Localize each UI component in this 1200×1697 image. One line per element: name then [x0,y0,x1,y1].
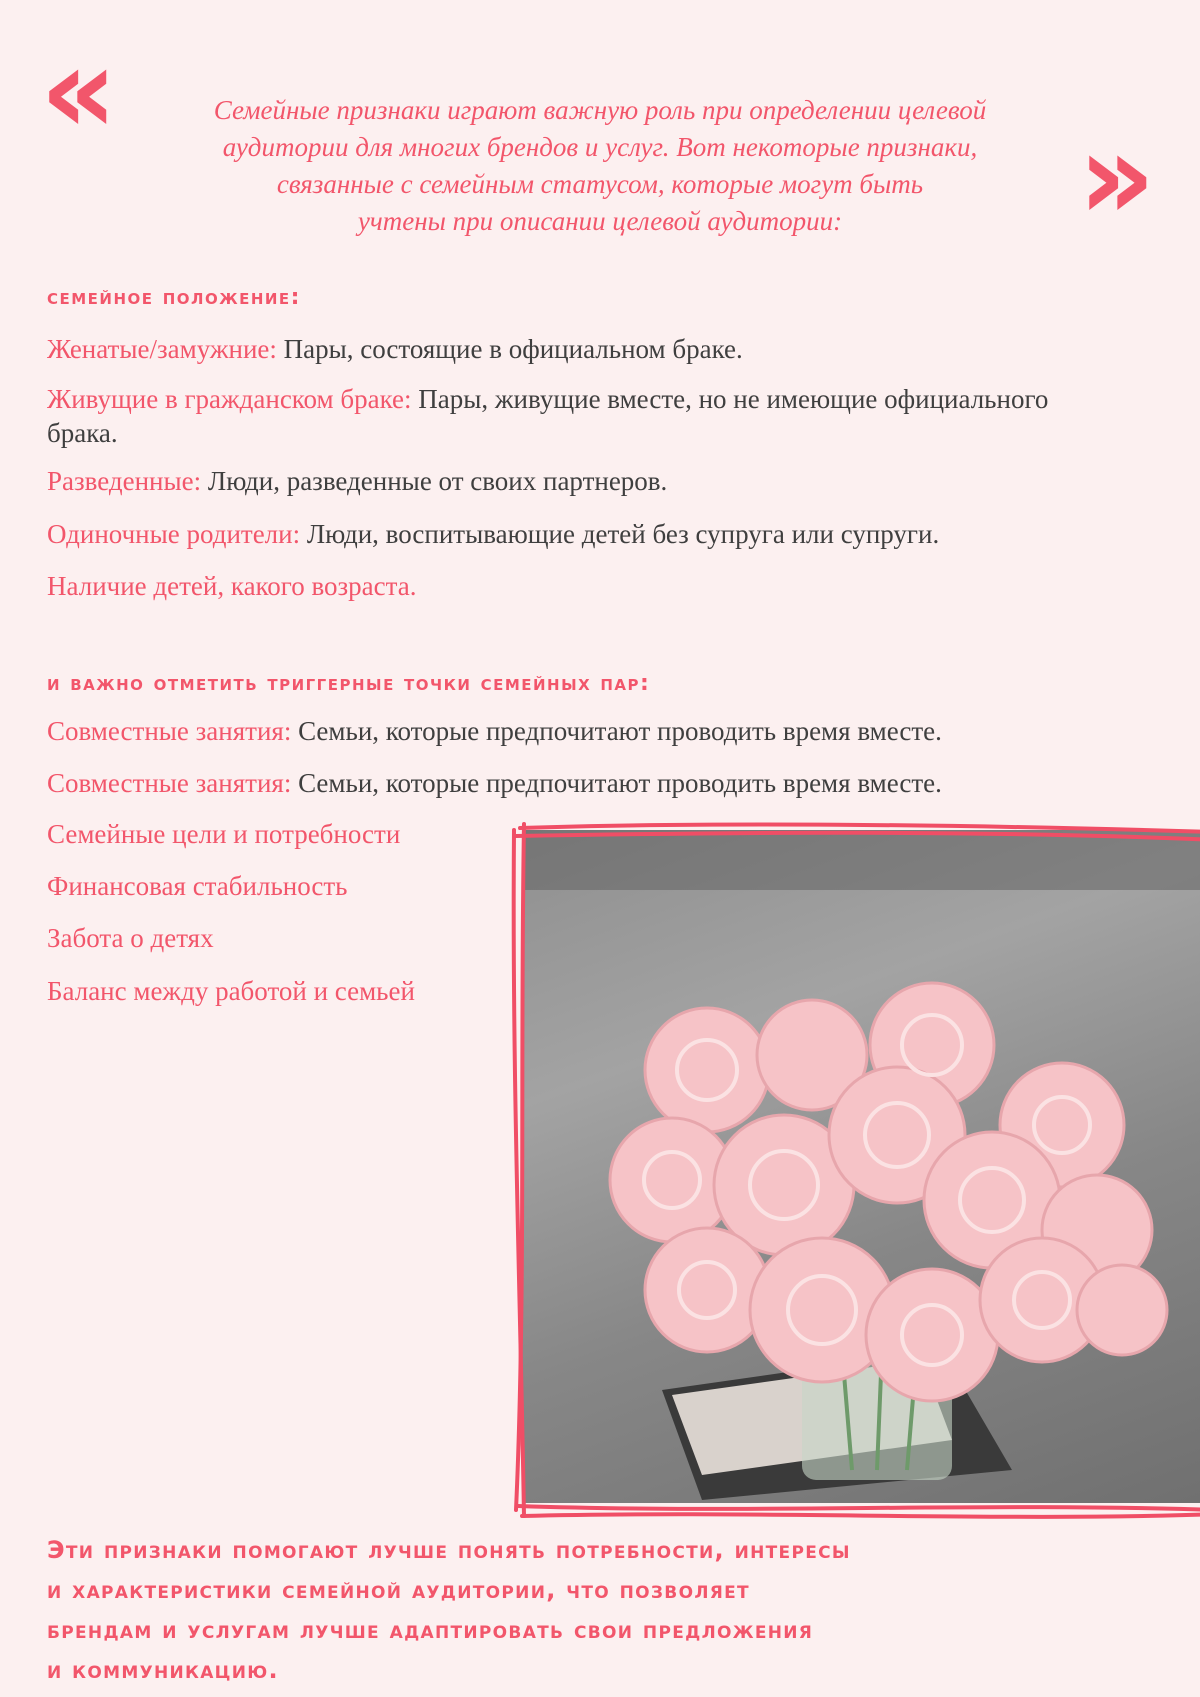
item-key: Женатые/замужние: [47,334,277,364]
scribble-frame [502,810,1200,1523]
list-item [47,766,1127,800]
list-item [47,464,1127,498]
list-item: Забота о детях [47,923,214,953]
item-value: Пары, состоящие в официальном браке. [276,334,743,364]
section-heading-triggers: и важно отметить триггерные точки семейных пар: [47,671,651,696]
intro-line: учтены при описании целевой аудитории: [357,206,843,236]
item-value: Люди, воспитывающие детей без супруга или супруги. [300,519,940,549]
list-item: Семейные цели и потребности [47,819,401,849]
footer-line: брендам и услугам лучше адаптировать свои предложения [47,1616,814,1644]
item-value: Семьи, которые предпочитают проводить время вместе. [291,768,942,798]
item-key: Одиночные родители: [47,519,301,549]
intro-line: аудитории для многих брендов и услуг. Вот некоторые признаки, [222,132,978,162]
intro-line: Семейные признаки играют важную роль при определении целевой [213,95,987,125]
photo-frame [522,830,1200,1503]
item-value: Семьи, которые предпочитают проводить время вместе. [291,716,942,746]
footer-summary [47,1530,1157,1690]
list-item: Баланс между работой и семьей [47,976,415,1006]
list-item: Финансовая стабильность [47,871,348,901]
section-heading-family-status: семейное положение: [47,285,301,310]
list-item [47,382,1067,450]
list-item [47,332,1127,366]
intro-line: связанные с семейным статусом, которые могут быть [276,169,924,199]
item-value: Пары, живущие вместе, но не имеющие официального брака. [47,384,1049,448]
list-item [47,569,1127,603]
item-key: Совместные занятия: [47,716,292,746]
closing-quote-mark: » [1078,108,1156,247]
footer-line: Эти признаки помогают лучше понять потребности, интересы [47,1536,851,1564]
item-value: Люди, разведенные от своих партнеров. [201,466,668,496]
opening-quote-mark: « [40,22,118,161]
item-key: Живущие в гражданском браке: [47,384,412,414]
item-key: Разведенные: [47,466,202,496]
list-item [47,517,1127,551]
list-item [47,714,1127,748]
intro-quote [120,92,1080,240]
footer-line: и характеристики семейной аудитории, что позволяет [47,1576,750,1604]
item-key: Совместные занятия: [47,768,292,798]
footer-line: и коммуникацию. [47,1656,279,1684]
item-key: Наличие детей, какого возраста. [47,571,417,601]
